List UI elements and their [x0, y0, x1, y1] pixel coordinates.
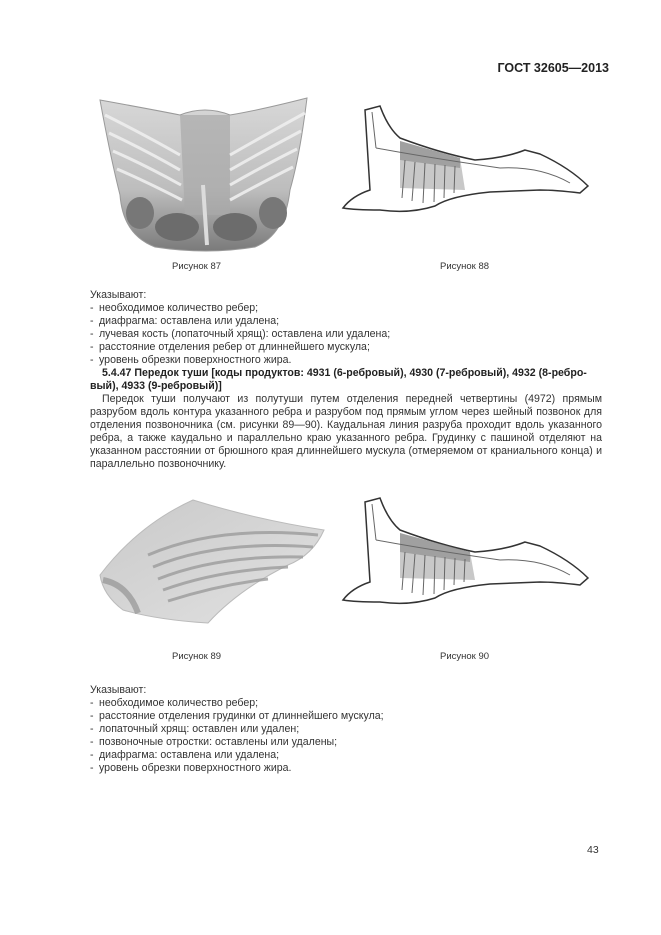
list-item: - необходимое количество ребер; — [90, 302, 259, 314]
figure-89-image — [98, 495, 328, 625]
figure-88-caption: Рисунок 88 — [440, 261, 490, 272]
figure-87-caption: Рисунок 87 — [172, 261, 222, 272]
list-1-intro: Указывают: — [90, 289, 147, 301]
section-5-4-47 — [90, 367, 602, 471]
figure-87-image — [95, 95, 320, 255]
section-paragraph: Передок туши получают из полутуши путем отделения передней четвертины (4972) прямым разрубом вдоль контура указанного ребра и разрубом под прямым углом через шейный позвонок для отделения позвоночника (см. рисунки 89—90). Каудальная линия разруба проходит вдоль указанного ребра, а также каудально и параллельно краю указанного ребра. Грудинку с пашиной отделяют на указанном расстоянии от брюшного края длиннейшего мускула (отмеряемом от краниального конца) и параллельно позвоночнику. — [90, 393, 602, 470]
list-item: - диафрагма: оставлена или удалена; — [90, 315, 280, 327]
section-heading-line1: 5.4.47 Передок туши [коды продуктов: 4931 (6-ребровый), 4930 (7-ребровый), 4932 (8-ребро- — [102, 367, 587, 379]
list-item: - расстояние отделения ребер от длиннейшего мускула; — [90, 341, 370, 353]
figure-90-caption: Рисунок 90 — [440, 651, 490, 662]
figure-89-caption: Рисунок 89 — [172, 651, 222, 662]
section-heading-line2: вый), 4933 (9-ребровый)] — [90, 380, 222, 392]
list-2 — [90, 684, 600, 775]
list-item: - необходимое количество ребер; — [90, 697, 259, 709]
list-item: - расстояние отделения грудинки от длиннейшего мускула; — [90, 710, 384, 722]
list-item: - позвоночные отростки: оставлены или удалены; — [90, 736, 338, 748]
list-2-intro: Указывают: — [90, 684, 147, 696]
page-number: 43 — [587, 844, 599, 856]
figure-88-image — [340, 98, 590, 218]
standard-header: ГОСТ 32605—2013 — [497, 61, 609, 75]
list-item: - диафрагма: оставлена или удалена; — [90, 749, 280, 761]
list-item: - лопаточный хрящ: оставлен или удален; — [90, 723, 300, 735]
list-item: - уровень обрезки поверхностного жира. — [90, 354, 292, 366]
list-item: - уровень обрезки поверхностного жира. — [90, 762, 292, 774]
list-item: - лучевая кость (лопаточный хрящ): оставлена или удалена; — [90, 328, 391, 340]
figure-90-image — [340, 490, 590, 610]
list-1 — [90, 289, 600, 367]
